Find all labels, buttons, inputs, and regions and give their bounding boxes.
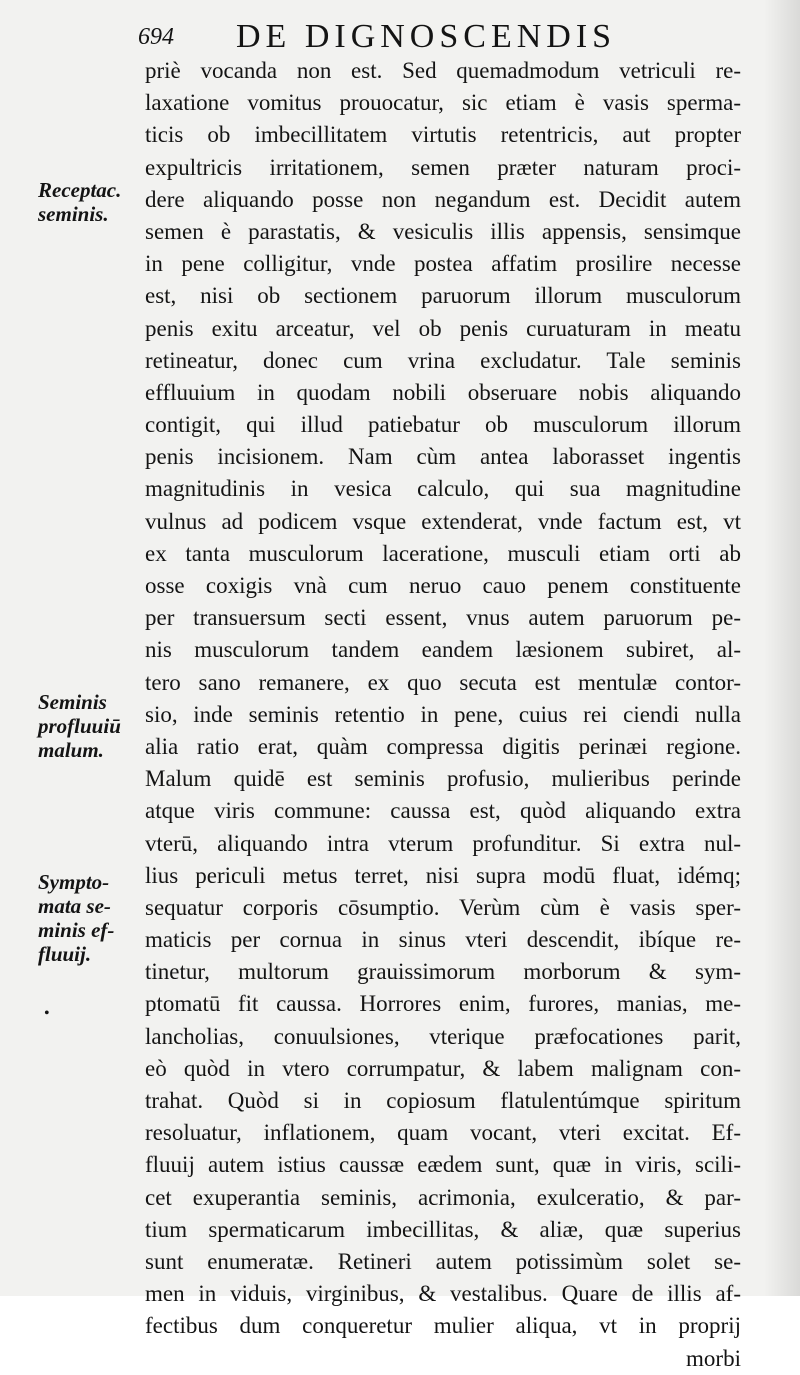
text-line: atque viris commune: caussa est, quòd aliquando extra — [145, 798, 741, 824]
text-line: expultricis irritationem, semen præter naturam proci- — [145, 154, 741, 180]
text-line: men in viduis, virginibus, & vestalibus. Quare de illis af- — [145, 1281, 741, 1307]
text-line: ptomatū fit caussa. Horrores enim, furores, manias, me- — [145, 991, 741, 1017]
margin-note-receptaculum — [38, 178, 138, 226]
text-line: magnitudinis in vesica calculo, qui sua magnitudine — [145, 476, 741, 502]
text-line: per transuersum secti essent, vnus autem paruorum pe- — [145, 605, 741, 631]
text-line: tinetur, multorum grauissimorum morborum & sym- — [145, 959, 741, 985]
text-line: in pene colligitur, vnde postea affatim prosilire necesse — [145, 251, 741, 277]
text-line: alia ratio erat, quàm compressa digitis perinæi regione. — [145, 733, 741, 759]
text-line: cet exuperantia seminis, acrimonia, exulceratio, & par- — [145, 1184, 741, 1210]
margin-note-line: Seminis — [38, 690, 107, 714]
text-line: vterū, aliquando intra vterum profunditur. Si extra nul- — [145, 830, 741, 856]
margin-note-line: mata se- — [38, 894, 111, 918]
margin-note-symptomata — [38, 870, 138, 966]
margin-bullet-mark: • — [44, 1005, 50, 1022]
page-number: 694 — [138, 24, 174, 50]
text-line: resoluatur, inflationem, quam vocant, vteri excitat. Ef- — [145, 1120, 741, 1146]
margin-note-line: Receptac. — [38, 178, 122, 202]
text-line: osse coxigis vnà cum neruo cauo penem constituente — [145, 573, 741, 598]
text-line: ticis ob imbecillitatem virtutis retentricis, aut propter — [145, 122, 741, 148]
text-line: contigit, qui illud patiebatur ob musculorum illorum — [145, 412, 741, 438]
text-line: nis musculorum tandem eandem læsionem subiret, al- — [145, 637, 741, 663]
text-line: eò quòd in vtero corrumpatur, & labem malignam con- — [145, 1055, 741, 1081]
text-line: penis exitu arceatur, vel ob penis curuaturam in meatu — [145, 315, 741, 341]
text-line: lius periculi metus terret, nisi supra modū fluat, idémq; — [145, 862, 741, 888]
text-line: laxatione vomitus prouocatur, sic etiam è vasis sperma- — [145, 90, 741, 116]
text-line: priè vocanda non est. Sed quemadmodum vetriculi re- — [145, 58, 741, 83]
catchword: morbi — [686, 1345, 741, 1371]
text-line: retineatur, donec cum vrina excludatur. Tale seminis — [145, 347, 741, 373]
text-line: maticis per cornua in sinus vteri descendit, ibíque re- — [145, 927, 741, 953]
margin-note-seminis-profluvium — [38, 690, 138, 762]
text-line: est, nisi ob sectionem paruorum illorum musculorum — [145, 283, 741, 309]
main-text-column — [145, 55, 741, 1375]
margin-note-line: minis ef- — [38, 918, 115, 942]
running-title: DE DIGNOSCENDIS — [236, 18, 617, 55]
text-line: effluuium in quodam nobili obseruare nobis aliquando — [145, 379, 741, 405]
text-line: tero sano remanere, ex quo secuta est mentulæ contor- — [145, 669, 741, 695]
margin-note-line: profluuiū — [38, 714, 121, 738]
text-line: lancholias, conuulsiones, vterique præfocationes parit, — [145, 1023, 741, 1049]
margin-note-line: fluuij. — [38, 942, 92, 966]
margin-note-line: malum. — [38, 738, 104, 762]
text-line: tium spermaticarum imbecillitas, & aliæ, quæ superius — [145, 1216, 741, 1242]
text-line: sio, inde seminis retentio in pene, cuius rei ciendi nulla — [145, 701, 741, 727]
text-line: fluuij autem istius caussæ eædem sunt, quæ in viris, scili- — [145, 1152, 741, 1178]
text-line: ex tanta musculorum laceratione, musculi etiam orti ab — [145, 540, 741, 566]
running-header — [138, 14, 748, 54]
margin-note-line: Sympto- — [38, 870, 110, 894]
page-gutter-shadow — [764, 0, 800, 1296]
text-line: sequatur corporis cōsumptio. Verùm cùm è vasis sper- — [145, 894, 741, 920]
text-line: sunt enumeratæ. Retineri autem potissimùm solet se- — [145, 1248, 741, 1274]
text-line: dere aliquando posse non negandum est. Decidit autem — [145, 186, 741, 212]
text-line: Malum quidē est seminis profusio, mulieribus perinde — [145, 766, 741, 792]
text-line: fectibus dum conqueretur mulier aliqua, vt in proprij — [145, 1313, 741, 1339]
text-line: trahat. Quòd si in copiosum flatulentúmque spiritum — [145, 1088, 741, 1113]
text-line: penis incisionem. Nam cùm antea laborasset ingentis — [145, 444, 741, 470]
text-line: semen è parastatis, & vesiculis illis appensis, sensimque — [145, 218, 741, 244]
text-line: vulnus ad podicem vsque extenderat, vnde factum est, vt — [145, 508, 741, 534]
margin-note-line: seminis. — [38, 202, 109, 226]
